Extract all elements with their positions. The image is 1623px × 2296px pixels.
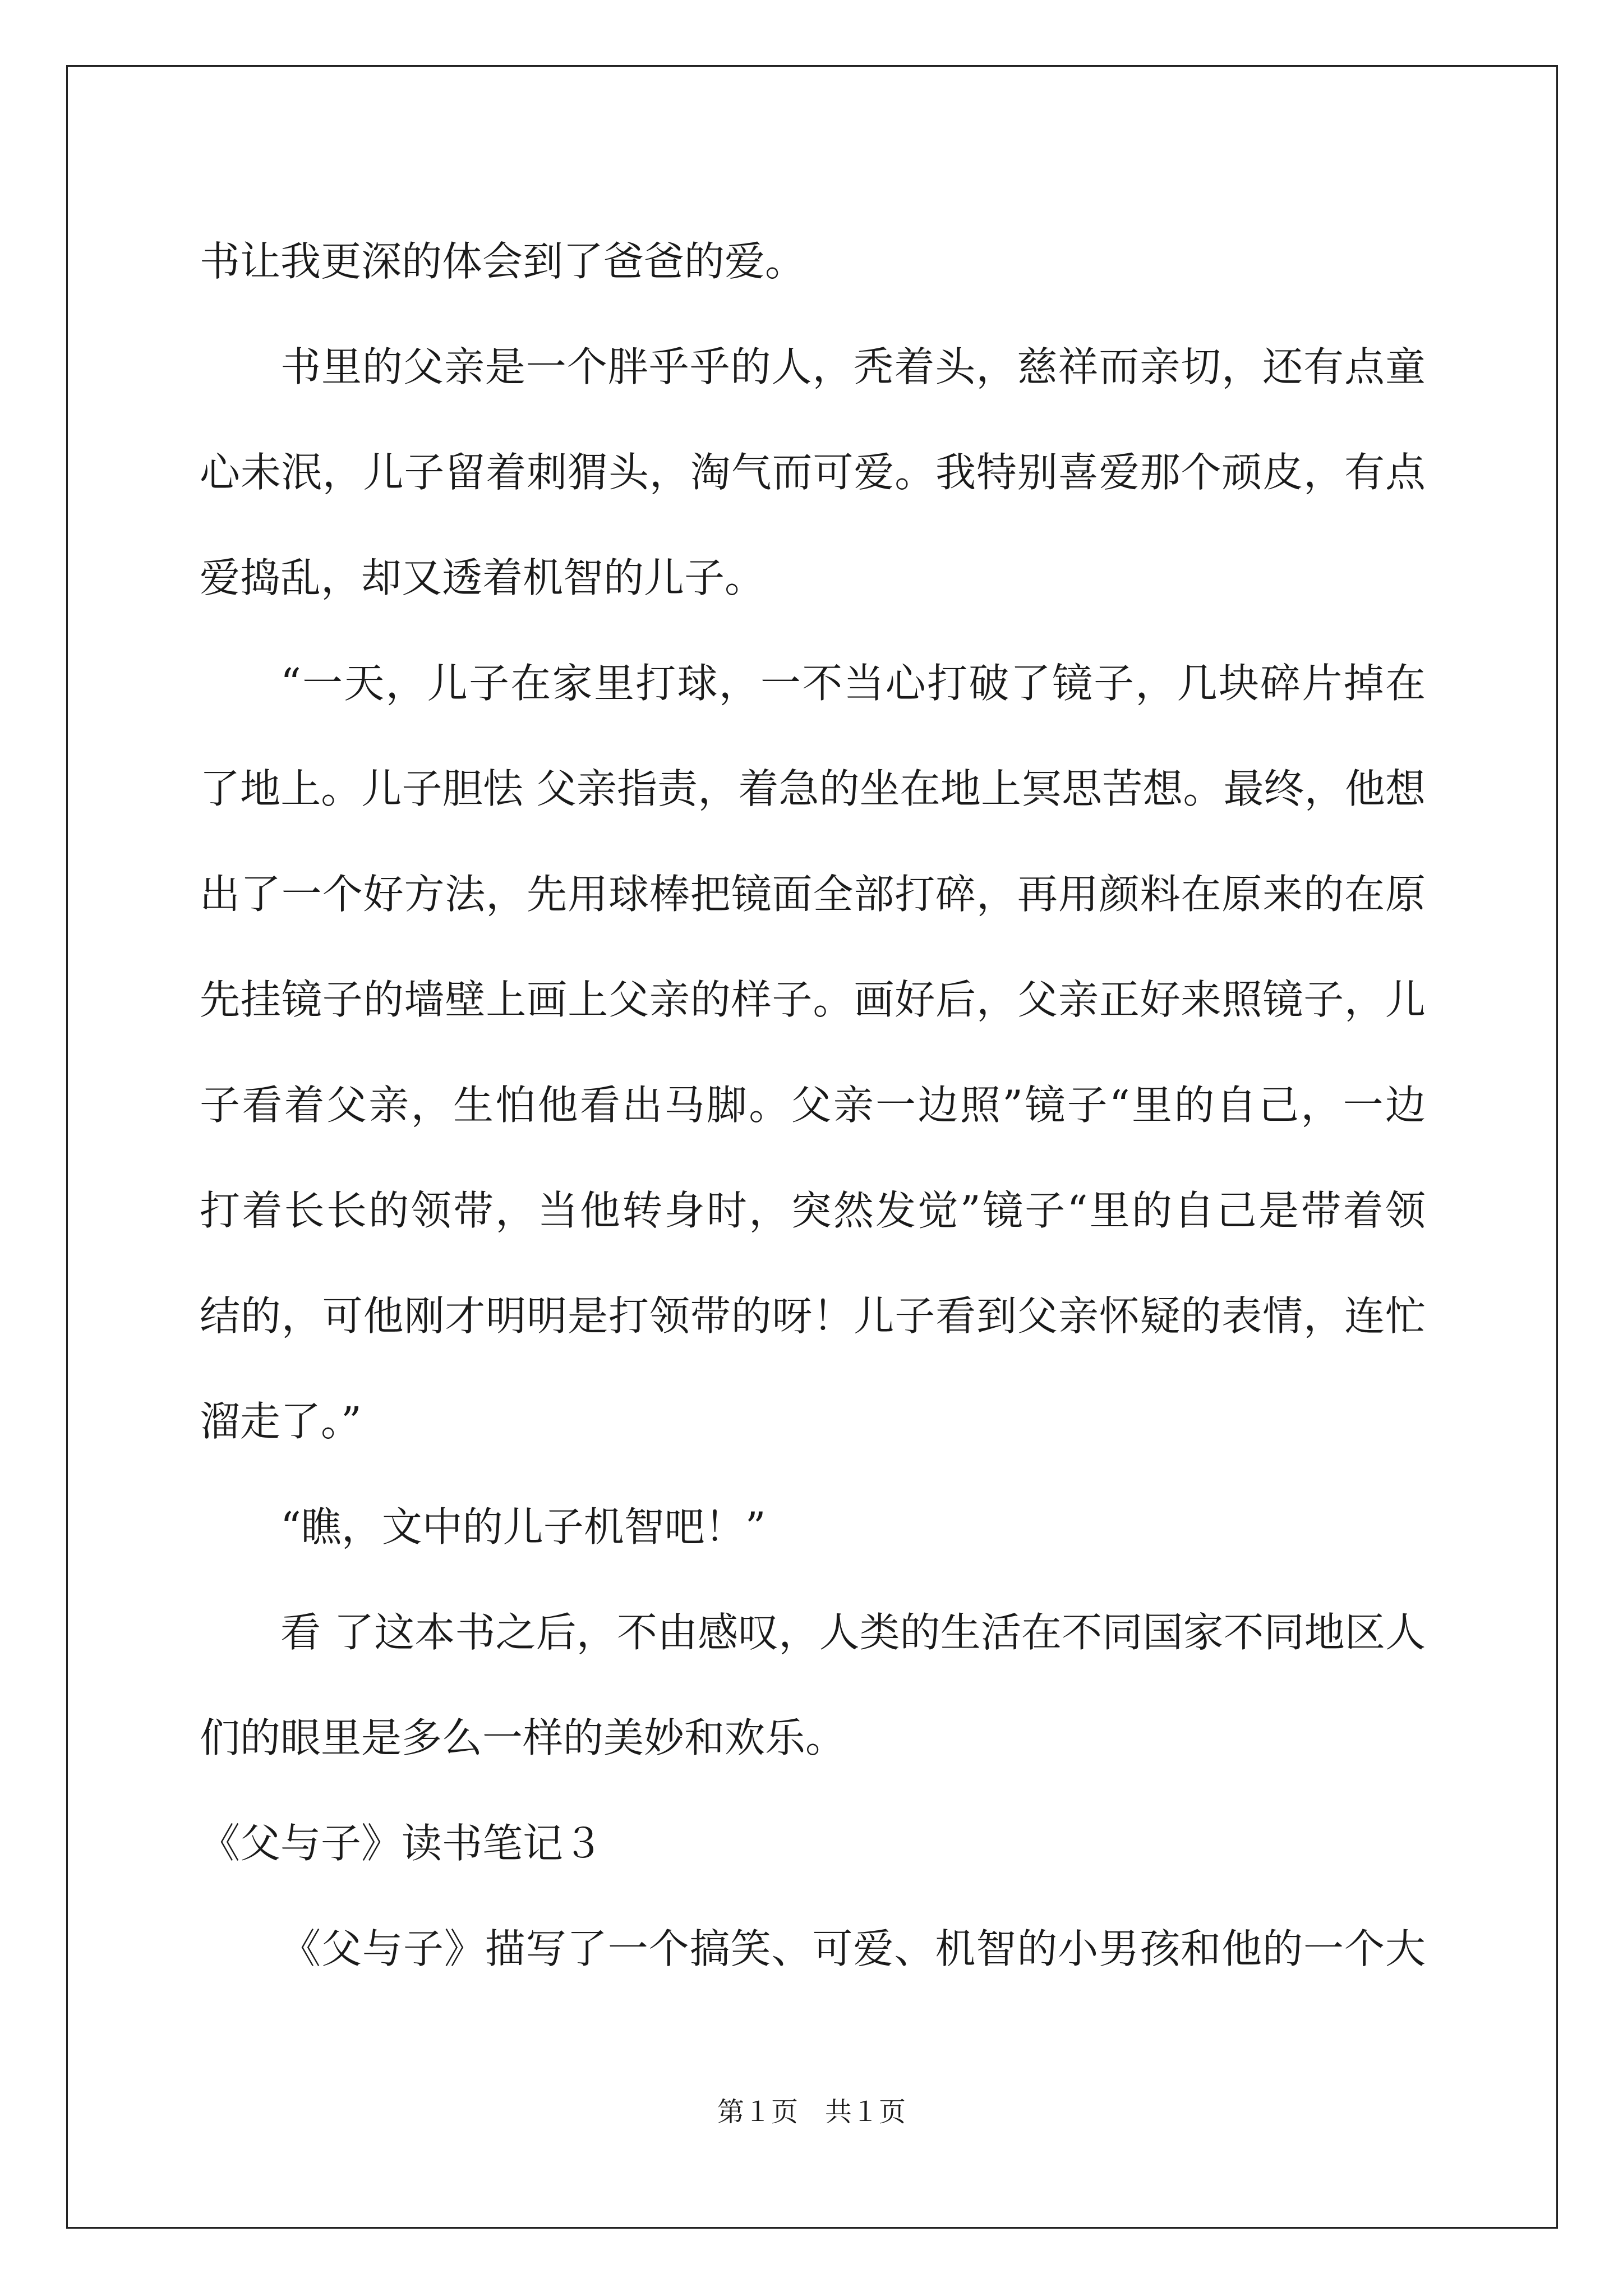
text-line: 《父与子》描写了一个搞笑、可爱、机智的小男孩和他的一个大 (280, 1925, 1426, 1972)
text-line: 出了一个好方法，先用球棒把镜面全部打碎，再用颜料在原来的在原 (200, 871, 1426, 918)
text-line: 先挂镜子的墙壁上画上父亲的样子。画好后，父亲正好来照镜子，儿 (200, 976, 1426, 1023)
text-line: 结的，可他刚才明明是打领带的呀！儿子看到父亲怀疑的表情，连忙 (200, 1292, 1426, 1340)
text-line: 了地上。儿子胆怯 父亲指责，着急的坐在地上冥思苦想。最终，他想 (200, 765, 1426, 812)
document-body (200, 209, 1426, 2001)
text-line: 们的眼里是多么一样的美妙和欢乐。 (200, 1714, 846, 1761)
text-line: 看 了这本书之后，不由感叹，人类的生活在不同国家不同地区人 (280, 1609, 1426, 1656)
text-line: 溜走了。” (200, 1398, 362, 1445)
section-heading: 《父与子》读书笔记３ (200, 1820, 604, 1867)
text-line: 爱捣乱，却又透着机智的儿子。 (200, 554, 766, 601)
text-line: 书里的父亲是一个胖乎乎的人，秃着头，慈祥而亲切，还有点童 (280, 343, 1426, 390)
text-line: “一天，儿子在家里打球，一不当心打破了镜子，几块碎片掉在 (280, 660, 1426, 707)
text-line: “瞧，文中的儿子机智吧！” (280, 1503, 766, 1550)
text-line: 打着长长的领带，当他转身时，突然发觉”镜子“里的自己是带着领 (200, 1187, 1426, 1234)
text-line: 心未泯，儿子留着刺猬头，淘气而可爱。我特别喜爱那个顽皮，有点 (200, 449, 1426, 496)
page-footer: 第１页 共１页 (717, 2096, 906, 2128)
text-line: 书让我更深的体会到了爸爸的爱。 (200, 238, 806, 285)
text-line: 子看着父亲，生怕他看出马脚。父亲一边照”镜子“里的自己，一边 (200, 1082, 1426, 1129)
